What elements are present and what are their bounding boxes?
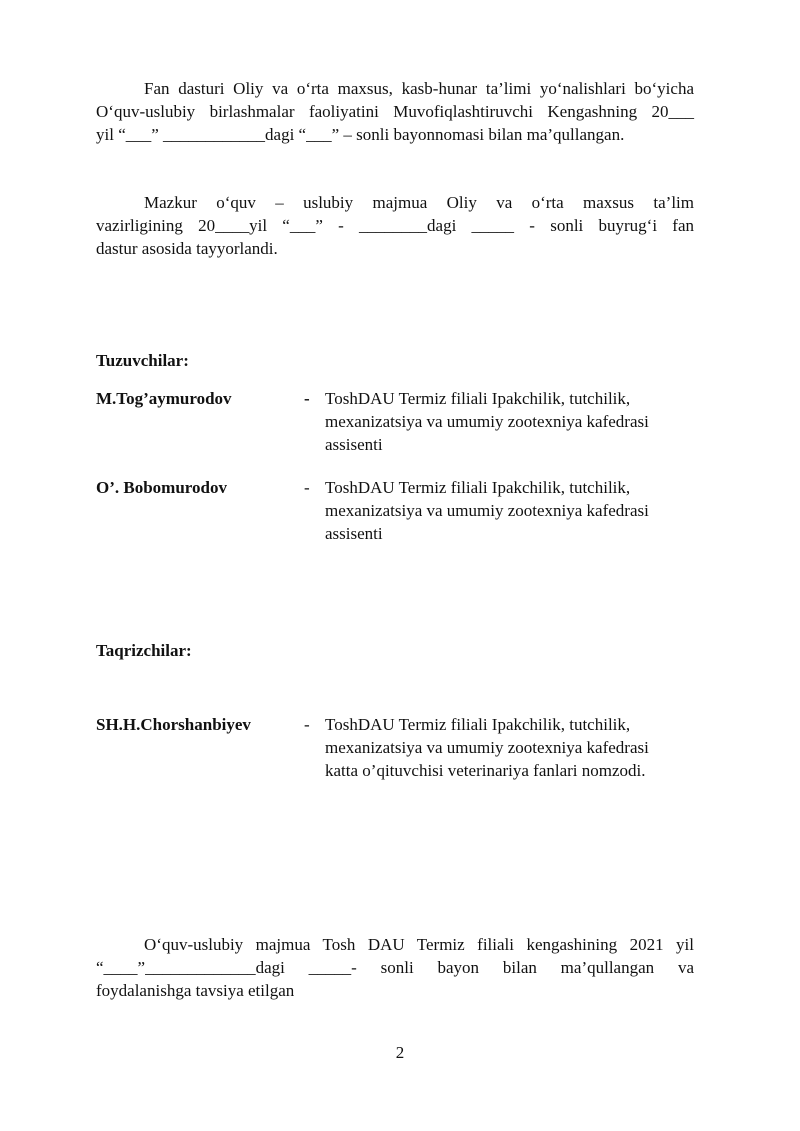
compiler-description (325, 476, 695, 545)
approval-paragraph (96, 77, 694, 146)
compiler-name: M.Tog’aymurodov (96, 389, 232, 408)
paragraph-line: yil “___” ____________dagi “___” – sonli bayonnomasi bilan ma’qullangan. (96, 125, 625, 144)
description-line: ToshDAU Termiz filiali Ipakchilik, tutchilik, (325, 478, 631, 497)
dash: - (304, 715, 310, 734)
description-line: assisenti (325, 435, 383, 454)
paragraph-line: O‘quv-uslubiy birlashmalar faoliyatini Muvofiqlashtiruvchi Kengashning 20___ (96, 102, 694, 121)
paragraph-line: vazirligining 20____yil “___” - ________dagi _____ - sonli buyrug‘i fan (96, 216, 694, 235)
compiler-description (325, 387, 695, 456)
preparation-paragraph (96, 191, 694, 260)
description-line: katta o’qituvchisi veterinariya fanlari nomzodi. (325, 761, 646, 780)
compilers-heading: Tuzuvchilar: (96, 351, 189, 370)
reviewers-heading: Taqrizchilar: (96, 641, 192, 660)
dash: - (304, 389, 310, 408)
description-line: ToshDAU Termiz filiali Ipakchilik, tutchilik, (325, 715, 631, 734)
page-number: 2 (395, 1043, 405, 1062)
council-approval-paragraph (96, 933, 694, 1002)
reviewer-name: SH.H.Chorshanbiyev (96, 715, 251, 734)
paragraph-line: foydalanishga tavsiya etilgan (96, 981, 295, 1000)
description-line: assisenti (325, 524, 383, 543)
dash: - (304, 478, 310, 497)
reviewer-description (325, 713, 695, 782)
description-line: ToshDAU Termiz filiali Ipakchilik, tutchilik, (325, 389, 631, 408)
paragraph-line: Fan dasturi Oliy va o‘rta maxsus, kasb-hunar ta’limi yo‘nalishlari bo‘yicha (144, 79, 694, 98)
paragraph-line: dastur asosida tayyorlandi. (96, 239, 278, 258)
compiler-name: O’. Bobomurodov (96, 478, 227, 497)
description-line: mexanizatsiya va umumiy zootexniya kafedrasi (325, 412, 649, 431)
description-line: mexanizatsiya va umumiy zootexniya kafedrasi (325, 501, 649, 520)
paragraph-line: Mazkur o‘quv – uslubiy majmua Oliy va o‘rta maxsus ta’lim (144, 193, 694, 212)
description-line: mexanizatsiya va umumiy zootexniya kafedrasi (325, 738, 649, 757)
paragraph-line: “____”_____________dagi _____- sonli bayon bilan ma’qullangan va (96, 958, 694, 977)
paragraph-line: O‘quv-uslubiy majmua Tosh DAU Termiz filiali kengashining 2021 yil (144, 935, 694, 954)
